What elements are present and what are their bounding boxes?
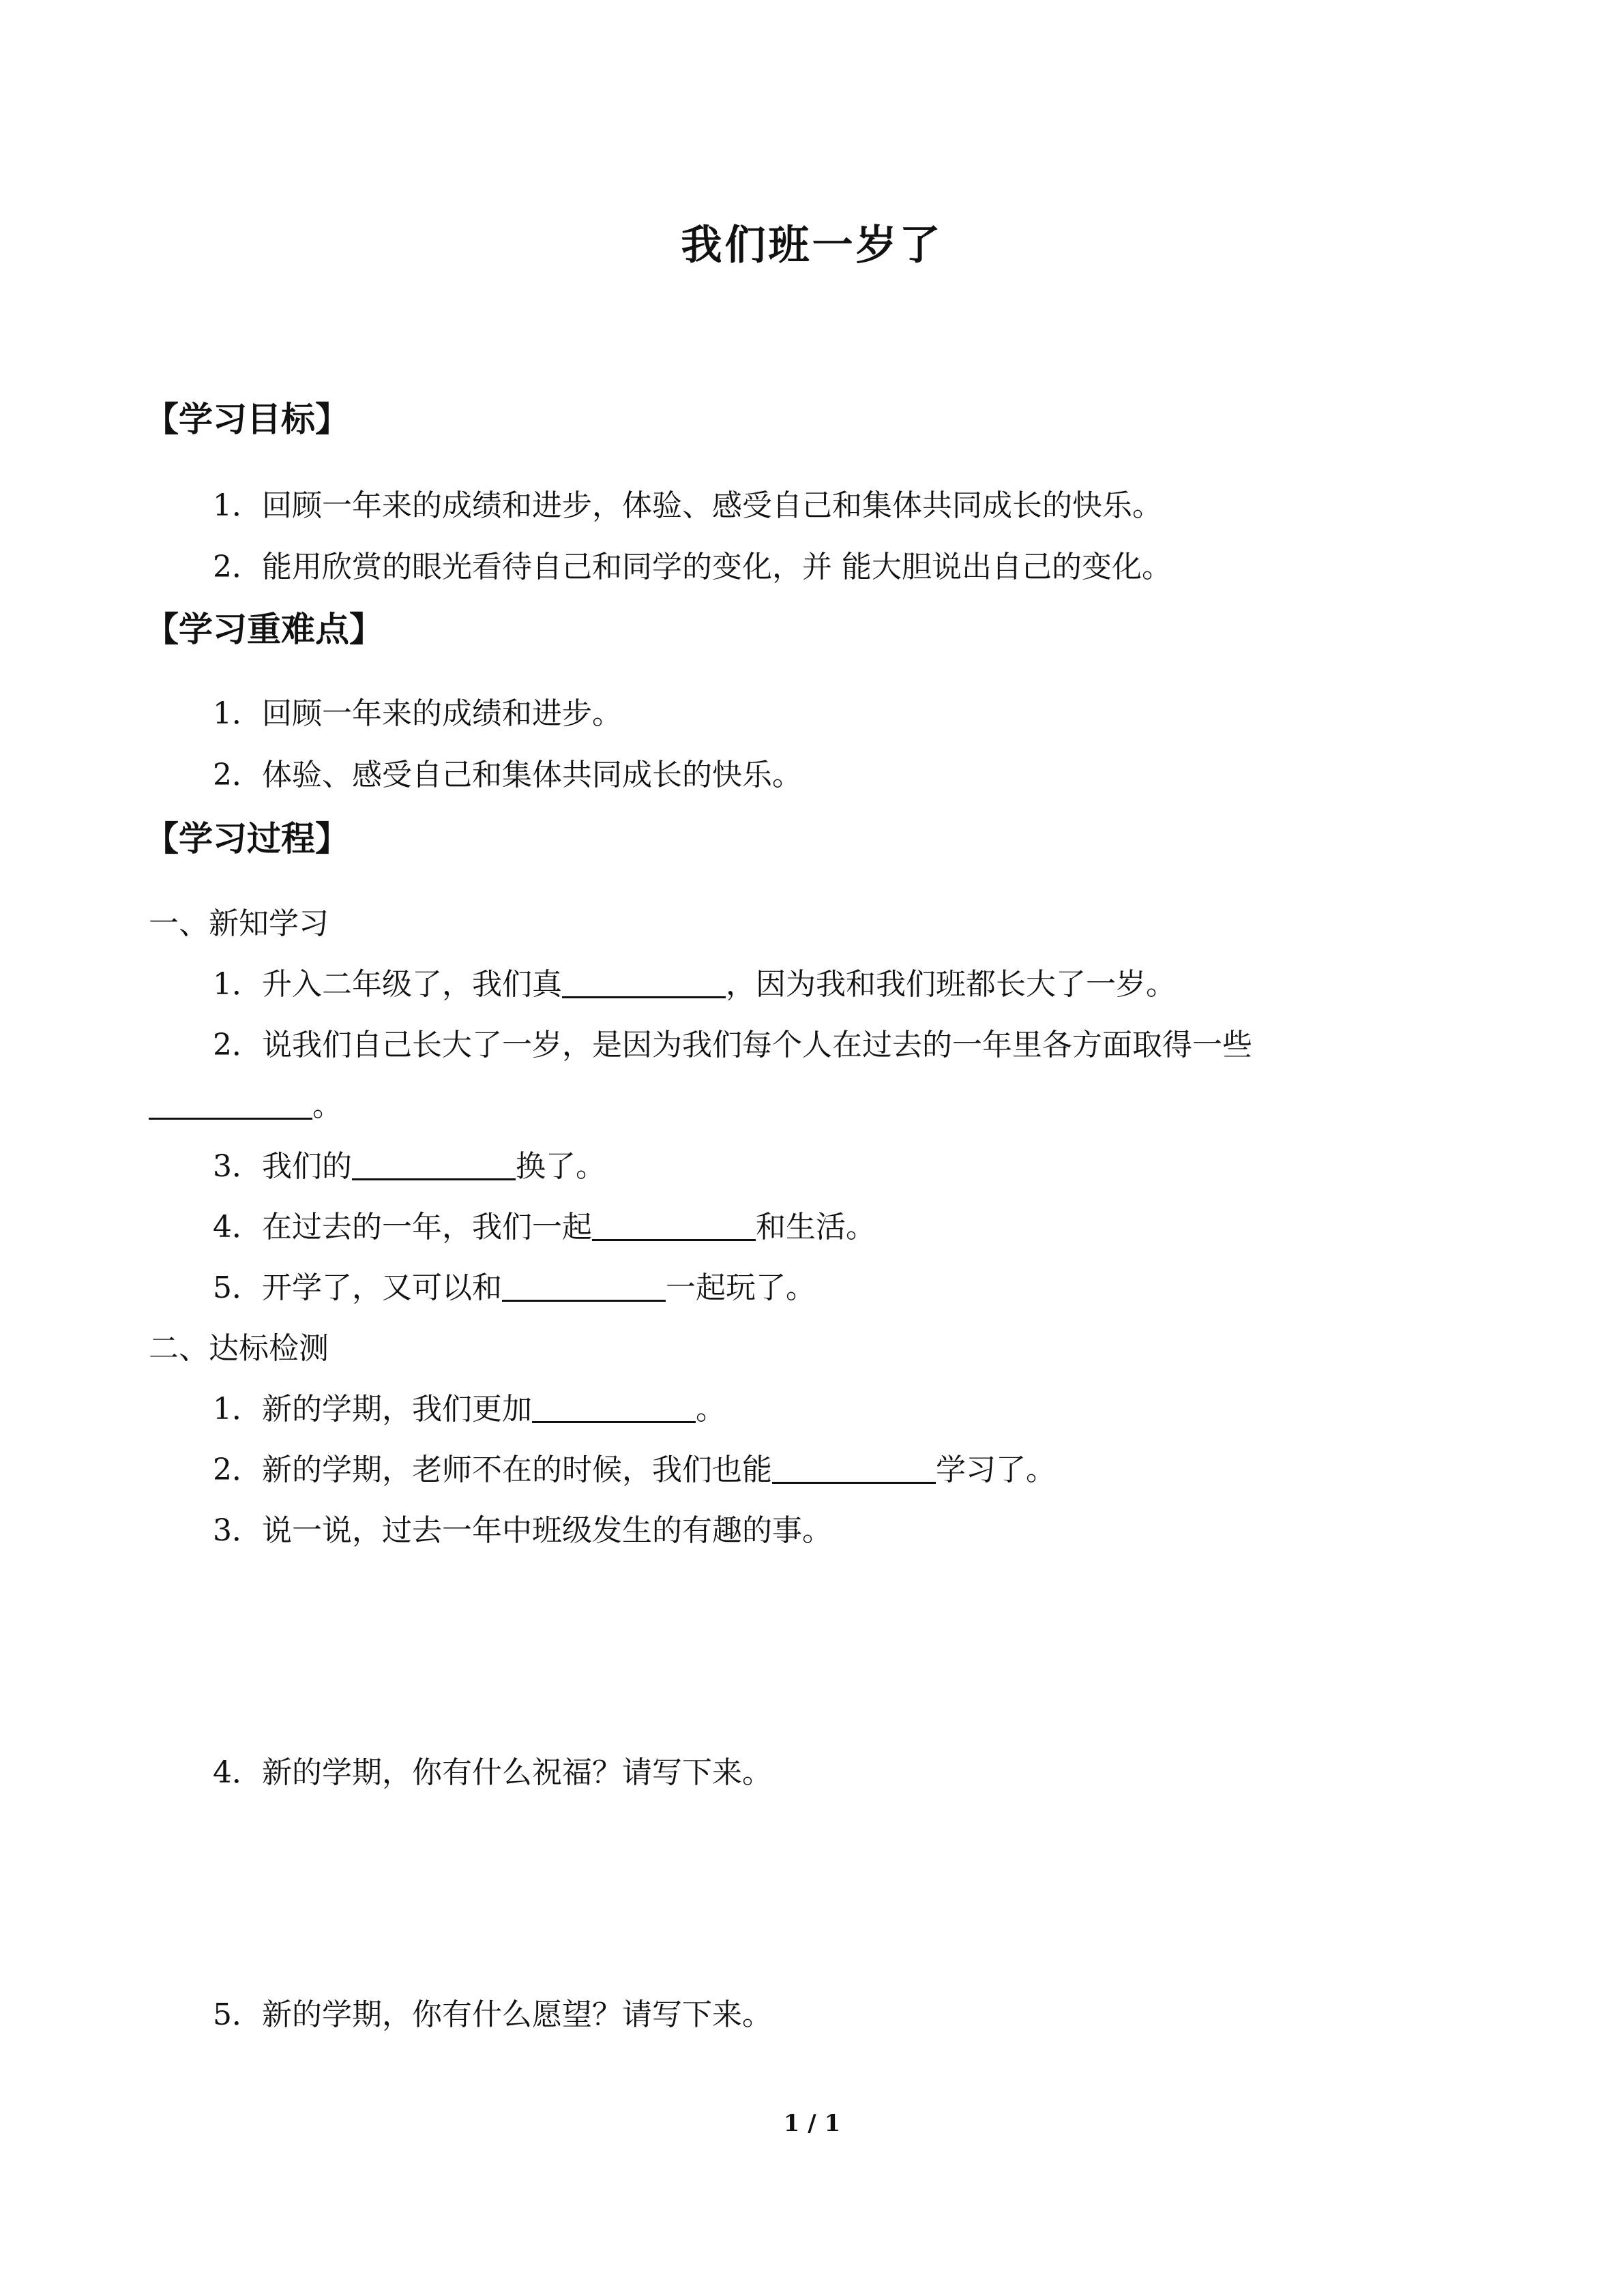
question-text: 1．升入二年级了，我们真 [213, 967, 562, 1002]
question-text: ，因为我和我们班都长大了一岁。 [726, 967, 1176, 1002]
key-point-item-2: 2．体验、感受自己和集体共同成长的快乐。 [213, 758, 802, 792]
part1-question-2-continuation [149, 1081, 342, 1124]
part2-question-4: 4．新的学期，你有什么祝福？请写下来。 [213, 1755, 772, 1790]
question-text: 换了。 [516, 1149, 606, 1184]
answer-blank[interactable] [772, 1449, 936, 1484]
goal-item-1: 1．回顾一年来的成绩和进步，体验、感受自己和集体共同成长的快乐。 [213, 488, 1162, 523]
answer-blank[interactable] [352, 1146, 516, 1180]
question-text: 和生活。 [756, 1210, 876, 1244]
question-text: 一起玩了。 [666, 1270, 816, 1305]
key-points-heading: 【学习重难点】 [145, 609, 383, 649]
answer-blank[interactable] [532, 1388, 696, 1423]
part2-question-5: 5．新的学期，你有什么愿望？请写下来。 [213, 1997, 772, 2032]
question-text: 5．开学了，又可以和 [213, 1270, 502, 1305]
answer-blank[interactable] [562, 964, 726, 998]
part1-question-5 [213, 1263, 816, 1307]
process-heading: 【学习过程】 [145, 818, 349, 859]
part2-title: 二、达标检测 [149, 1331, 329, 1366]
part1-question-1 [213, 959, 1176, 1003]
part2-question-1 [213, 1384, 726, 1428]
part1-question-4 [213, 1202, 876, 1246]
answer-blank[interactable] [149, 1085, 312, 1120]
part1-title: 一、新知学习 [149, 906, 329, 941]
part1-question-3 [213, 1142, 606, 1185]
part2-question-2 [213, 1445, 1056, 1489]
question-text: 3．我们的 [213, 1149, 352, 1184]
goals-heading: 【学习目标】 [145, 399, 349, 439]
page-title: 我们班一岁了 [681, 222, 943, 269]
question-text: 1．新的学期，我们更加 [213, 1392, 532, 1427]
question-text: 。 [696, 1392, 726, 1427]
key-point-item-1: 1．回顾一年来的成绩和进步。 [213, 696, 622, 731]
question-text: 学习了。 [936, 1452, 1056, 1487]
answer-blank[interactable] [502, 1267, 666, 1302]
question-text: 2．新的学期，老师不在的时候，我们也能 [213, 1452, 772, 1487]
question-text: 4．在过去的一年，我们一起 [213, 1210, 592, 1244]
part1-question-2: 2．说我们自己长大了一岁，是因为我们每个人在过去的一年里各方面取得一些 [213, 1028, 1252, 1062]
answer-blank[interactable] [592, 1206, 756, 1241]
part2-question-3: 3．说一说，过去一年中班级发生的有趣的事。 [213, 1513, 832, 1548]
page-number: 1 / 1 [783, 2110, 841, 2137]
goal-item-2: 2．能用欣赏的眼光看待自己和同学的变化，并 能大胆说出自己的变化。 [213, 550, 1172, 584]
question-text: 。 [312, 1088, 342, 1123]
